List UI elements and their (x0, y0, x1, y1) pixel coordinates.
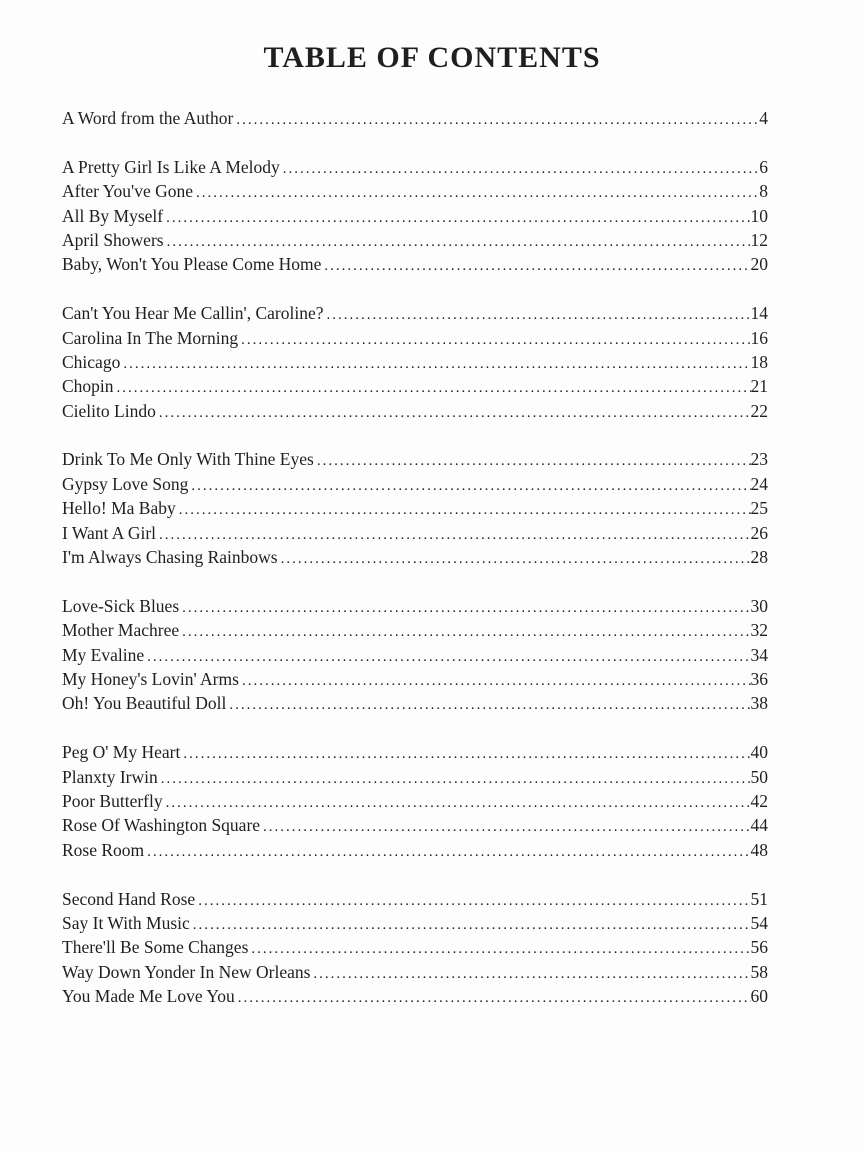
toc-entry-page: 60 (750, 986, 768, 1007)
table-of-contents (62, 106, 768, 1008)
toc-section (62, 887, 768, 1009)
dot-leader (229, 693, 750, 717)
dot-leader (196, 181, 759, 205)
dot-leader (123, 352, 750, 376)
toc-entry (62, 326, 768, 350)
toc-entry-page: 32 (750, 620, 768, 641)
toc-entry-page: 48 (750, 839, 768, 860)
toc-entry (62, 228, 768, 252)
toc-entry (62, 935, 768, 959)
toc-entry (62, 374, 768, 398)
toc-entry-title: Chopin (62, 376, 114, 397)
toc-entry-title: A Pretty Girl Is Like A Melody (62, 156, 280, 177)
toc-entry (62, 887, 768, 911)
toc-entry-title: All By Myself (62, 205, 164, 226)
toc-entry (62, 521, 768, 545)
toc-entry-page: 24 (750, 473, 768, 494)
dot-leader (183, 742, 750, 766)
toc-entry (62, 496, 768, 520)
dot-leader (241, 328, 750, 352)
toc-entry-title: There'll Be Some Changes (62, 937, 249, 958)
toc-entry-title: You Made Me Love You (62, 986, 235, 1007)
toc-entry (62, 350, 768, 374)
toc-entry-page: 51 (750, 888, 768, 909)
toc-entry (62, 204, 768, 228)
toc-entry-page: 20 (750, 254, 768, 275)
toc-entry-title: Rose Room (62, 839, 145, 860)
toc-entry-page: 36 (750, 668, 768, 689)
toc-entry-page: 26 (750, 522, 768, 543)
toc-entry-title: After You've Gone (62, 181, 193, 202)
toc-entry-page: 30 (750, 595, 768, 616)
toc-entry (62, 984, 768, 1008)
dot-leader (317, 449, 751, 473)
toc-entry-page: 25 (750, 498, 768, 519)
dot-leader (326, 303, 750, 327)
toc-entry-page: 38 (750, 693, 768, 714)
toc-entry-page: 16 (750, 327, 768, 348)
toc-entry-page: 18 (750, 351, 768, 372)
toc-entry-title: Carolina In The Morning (62, 327, 239, 348)
toc-entry (62, 911, 768, 935)
toc-section (62, 594, 768, 716)
dot-leader (161, 767, 751, 791)
dot-leader (193, 913, 751, 937)
toc-entry-title: My Evaline (62, 644, 145, 665)
toc-entry-title: Can't You Hear Me Callin', Caroline? (62, 303, 324, 324)
toc-entry (62, 691, 768, 715)
dot-leader (313, 962, 750, 986)
dot-leader (251, 937, 750, 961)
toc-entry-page: 22 (750, 400, 768, 421)
toc-entry (62, 301, 768, 325)
toc-entry-title: Drink To Me Only With Thine Eyes (62, 449, 314, 470)
dot-leader (281, 547, 751, 571)
toc-entry-title: Love-Sick Blues (62, 595, 180, 616)
toc-entry-title: I'm Always Chasing Rainbows (62, 547, 278, 568)
dot-leader (167, 230, 751, 254)
dot-leader (159, 523, 750, 547)
toc-entry-title: Planxty Irwin (62, 766, 158, 787)
toc-entry-title: April Showers (62, 229, 164, 250)
toc-entry (62, 252, 768, 276)
dot-leader (263, 815, 750, 839)
toc-entry (62, 106, 768, 130)
toc-entry-title: Rose Of Washington Square (62, 815, 261, 836)
dot-leader (283, 157, 759, 181)
toc-entry-title: Mother Machree (62, 620, 180, 641)
toc-entry-page: 50 (750, 766, 768, 787)
dot-leader (236, 108, 759, 132)
toc-entry-title: Baby, Won't You Please Come Home (62, 254, 322, 275)
toc-entry-page: 6 (759, 156, 768, 177)
toc-entry (62, 813, 768, 837)
toc-entry-title: Oh! You Beautiful Doll (62, 693, 227, 714)
toc-entry (62, 155, 768, 179)
toc-entry-page: 56 (750, 937, 768, 958)
toc-entry-page: 44 (750, 815, 768, 836)
dot-leader (159, 401, 751, 425)
dot-leader (166, 791, 751, 815)
dot-leader (182, 620, 750, 644)
toc-entry (62, 618, 768, 642)
toc-section (62, 301, 768, 423)
toc-entry (62, 765, 768, 789)
toc-section (62, 447, 768, 569)
dot-leader (117, 376, 751, 400)
toc-entry (62, 838, 768, 862)
dot-leader (147, 840, 750, 864)
toc-entry-page: 12 (750, 229, 768, 250)
toc-entry-title: Poor Butterfly (62, 790, 163, 811)
toc-entry (62, 789, 768, 813)
toc-entry-page: 14 (750, 303, 768, 324)
toc-entry-title: Gypsy Love Song (62, 473, 189, 494)
dot-leader (147, 645, 750, 669)
toc-entry-title: Way Down Yonder In New Orleans (62, 961, 311, 982)
dot-leader (198, 889, 750, 913)
toc-entry-page: 40 (750, 742, 768, 763)
toc-entry (62, 960, 768, 984)
toc-entry-page: 58 (750, 961, 768, 982)
page-title: TABLE OF CONTENTS (263, 41, 601, 74)
toc-entry (62, 740, 768, 764)
dot-leader (166, 206, 750, 230)
toc-entry-page: 10 (750, 205, 768, 226)
toc-entry-title: Cielito Lindo (62, 400, 156, 421)
dot-leader (324, 254, 750, 278)
toc-entry-title: Hello! Ma Baby (62, 498, 176, 519)
toc-entry (62, 643, 768, 667)
toc-entry-page: 21 (750, 376, 768, 397)
dot-leader (238, 986, 751, 1010)
toc-entry (62, 472, 768, 496)
toc-entry-title: Second Hand Rose (62, 888, 196, 909)
toc-entry-title: Peg O' My Heart (62, 742, 181, 763)
toc-entry-title: Chicago (62, 351, 121, 372)
dot-leader (242, 669, 751, 693)
toc-entry (62, 667, 768, 691)
toc-entry-page: 8 (759, 181, 768, 202)
toc-entry (62, 594, 768, 618)
dot-leader (191, 474, 750, 498)
toc-section (62, 155, 768, 277)
toc-entry (62, 179, 768, 203)
toc-entry-page: 23 (750, 449, 768, 470)
toc-entry-title: I Want A Girl (62, 522, 157, 543)
toc-entry (62, 545, 768, 569)
toc-entry-title: My Honey's Lovin' Arms (62, 668, 239, 689)
toc-entry-page: 28 (750, 547, 768, 568)
toc-entry (62, 399, 768, 423)
toc-section (62, 106, 768, 130)
toc-entry-page: 34 (750, 644, 768, 665)
toc-entry-title: A Word from the Author (62, 108, 234, 128)
toc-section (62, 740, 768, 862)
toc-entry-title: Say It With Music (62, 912, 190, 933)
dot-leader (179, 498, 751, 522)
toc-entry-page: 42 (750, 790, 768, 811)
toc-entry-page: 4 (759, 108, 768, 128)
toc-entry-page: 54 (750, 912, 768, 933)
toc-entry (62, 447, 768, 471)
dot-leader (182, 596, 750, 620)
